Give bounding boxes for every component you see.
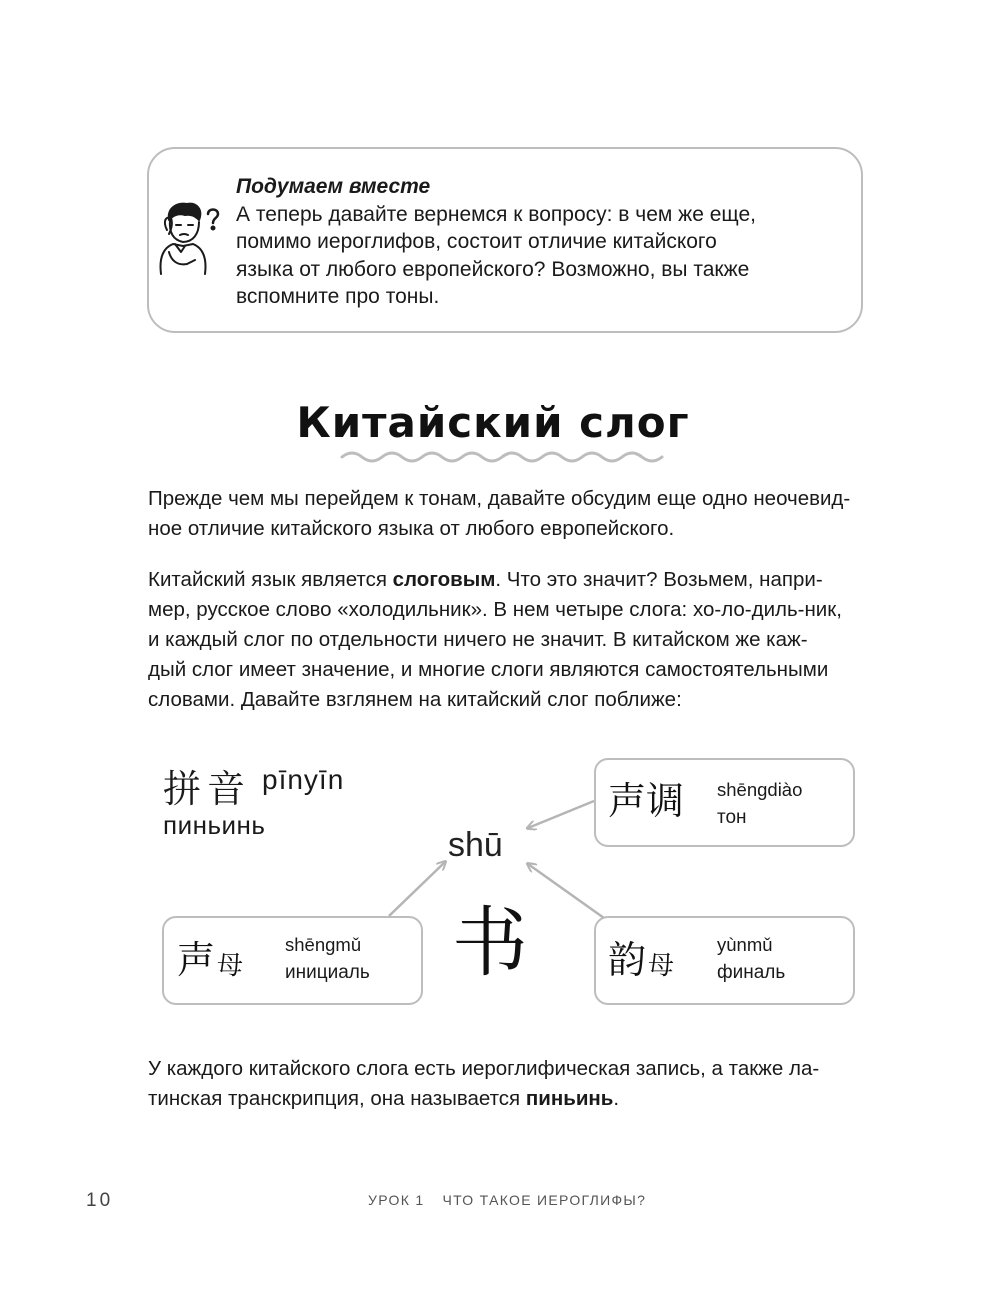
section-title: Китайский слог [296,398,690,447]
final-box-hanzi-big: 韵 [608,938,647,982]
think-box-text [236,173,846,311]
paragraph-line: дый слог имеет значение, и многие слоги являются самостоятельными [148,658,829,681]
tone-box-latin: shēngdiào [717,779,803,800]
paragraph-line: мер, русское слово «холодильник». В нем четыре слога: хо-ло-диль-ник, [148,598,842,621]
paragraph-syllabic [148,565,868,715]
tone-box-russian: тон [717,807,747,828]
page-number: 10 [86,1190,114,1211]
final-box-hanzi-small: 母 [648,951,675,981]
initial-box-hanzi-big: 声 [177,938,216,982]
arrow-tone-to-syllable [528,801,594,828]
running-head-title: ЧТО ТАКОЕ ИЕРОГЛИФЫ? [442,1192,647,1208]
paragraph-intro [148,484,868,544]
paragraph-pinyin [148,1054,868,1114]
initial-box-latin: shēngmǔ [285,934,362,955]
running-head-lesson: УРОК 1 [368,1192,425,1208]
paragraph-line: Прежде чем мы перейдем к тонам, давайте обсудим еще одно неочевид- [148,487,851,510]
think-box-line: языка от любого европейского? Возможно, вы также [236,257,750,281]
bold-term: пиньинь [525,1087,614,1110]
paragraph-line: Китайский язык является слоговым. Что это значит? Возьмем, напри- [148,568,823,591]
think-box-line: помимо иероглифов, состоит отличие китайского [236,230,717,253]
running-head [368,1192,664,1208]
paragraph-line: тинская транскрипция, она называется пиньинь. [148,1087,620,1110]
pinyin-latin-label: pīnyīn [262,764,345,795]
pinyin-russian-label: пиньинь [163,810,266,840]
paragraph-line: словами. Давайте взглянем на китайский слог поближе: [148,688,682,711]
think-box-line: А теперь давайте вернемся к вопросу: в чем же еще, [236,202,756,226]
paragraph-line: и каждый слог по отдельности ничего не значит. В китайском же каж- [148,628,808,651]
initial-box-russian: инициаль [285,962,370,983]
pinyin-hanzi-label: 拼音 [163,767,252,811]
arrow-final-to-syllable [528,864,604,918]
paragraph-line: ное отличие китайского языка от любого европейского. [148,517,675,540]
title-wave-underline [340,450,670,464]
tone-box-hanzi: 声调 [608,779,685,823]
think-box-title: Подумаем вместе [236,175,431,198]
final-box-latin: yùnmǔ [717,934,773,955]
think-box-line: вспомните про тоны. [236,285,440,308]
arrow-initial-to-syllable [389,862,445,916]
syllable-character: 书 [452,898,528,987]
initial-box-hanzi-small: 母 [217,951,244,981]
bold-term: слоговым [392,568,496,591]
final-box-russian: финаль [717,962,786,983]
syllable-pinyin: shū [448,826,503,864]
thinking-person-icon [155,200,221,276]
paragraph-line: У каждого китайского слога есть иероглифическая запись, а также ла- [148,1057,820,1080]
